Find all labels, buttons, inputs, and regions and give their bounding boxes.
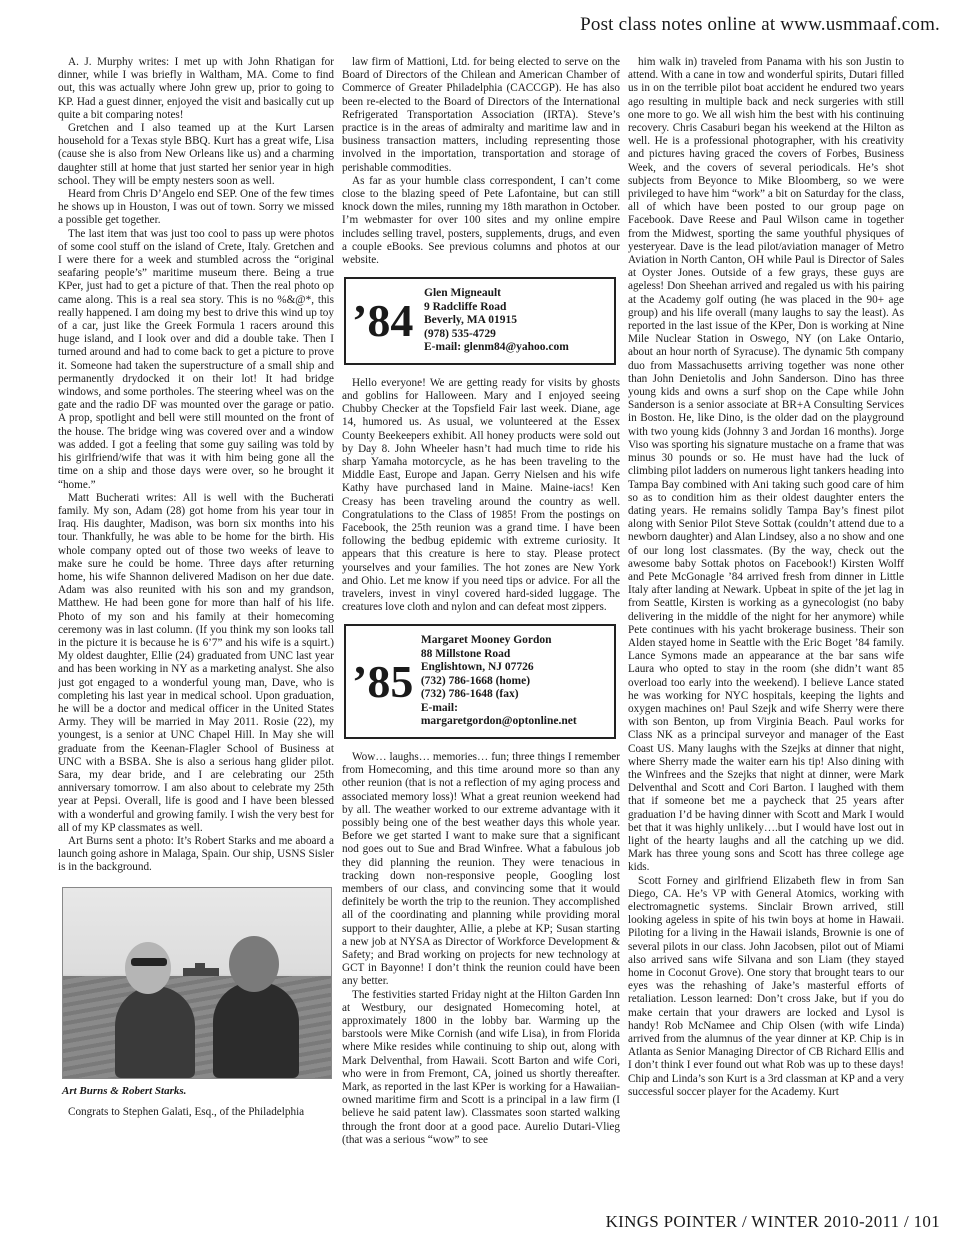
correspondent-name: Glen Migneault <box>424 287 501 300</box>
photo-caption: Art Burns & Robert Starks. <box>62 1084 187 1097</box>
paragraph: Wow… laughs… memories… fun; three things I remember from Homecoming, and this time around more so than any other reunion (that is not a reflection of my aging process and associated memory loss)! What a great reunion weekend had by all. The weather worked to our extreme advantage with it possibly being one of the best weather days this whole year. Before we get started I want to make sure that a significant nod goes out to Sue and Brad Winfree. What a fabulous job they did planning the reunion. They were tenacious in tracking down non-responsive people, Googling lost members of our class, and convincing some that it would definitely be worth the trip to the reunion. They accomplished all of the coordinating and planning while providing moral support to their daughter, Allie, a plebe at KP; Susan starting a new job at NYSA as Director of Workforce Development & Safety; and Brad working on projects for new technology at GCT in Bayonne! I don’t think the reunion could have been any better. <box>342 750 620 988</box>
paragraph: Scott Forney and girlfriend Elizabeth flew in from San Diego, CA. He’s VP with General Atomics, working with electromagnetic systems. Sinclair Brown arrived, still looking ageless in spite of his twin boys at home in Hawaii. Piloting for a living in the Hawaii islands, Brownie is one of several pilots in our class. John Jacobsen, pilot out of Miami also arrived sans wife Silvana and son Liam (they stayed home in Coconut Grove). One story that brought tears to our eyes was the rehashing of Jake’s masterful efforts of retaliation. Lesson learned: Don’t cross Jake, but if you do make certain that your drawers are locked and Lysol is handy! Rob McNamee and Chip Olsen (with wife Linda) arrived from the alumnus of the year dinner at KP. Chip is in Atlanta as Senior Managing Director of CB Richard Ellis and I don’t think I ever found out what Rob was up to these days! Chip and Linda’s son Kurt is a 3rd classman at KP and a very successful soccer player for the Academy. Kurt <box>628 874 904 1098</box>
photo-person-left-head <box>125 942 171 994</box>
email-link[interactable]: E-mail: glenm84@yahoo.com <box>424 341 569 354</box>
paragraph: As far as your humble class correspondent, I can’t come close to the blazing speed of Pete Lafontaine, but can still knock down the miles, running my 18th marathon in October. I’m webmaster for over 100 sites and my online empire includes selling travel, posters, supplements, drugs, and even a couple eBooks. See previous columns and photos at our website. <box>342 174 620 267</box>
class-year: ’85 <box>352 655 414 707</box>
paragraph: Matt Bucherati writes: All is well with the Bucherati family. My son, Adam (28) got home from his year tour in Iraq. His daughter, Madison, was born six months into his tour. Thankfully, he was able to be home for the birth. His whole company opted out of those two weeks of leave to make sure he could be home. Three days after returning home, his wife Shannon delivered Madison on her due date. Adam was also reunited with his son and my grandson, Matthew. He had been gone for more than half of his life. Photo of my son and his family at their homecoming ceremony was in last column. (If you think my son looks tall in the picture it is because he is 6’7” and his wife is a squirt.) My oldest daughter, Ellie (24) graduated from UNC last year and has been working in NY as a marketing analyst. She also just got engaged to a wonderful young man, Dave, who is completing his last year in medical school. Upon graduation, he will be a doctor and medical officer in the United States Army. They will be married in May 2011. Rosie (22), my youngest, is a senior at UNC Chapel Hill. In May she will graduate from the Keenan-Flagler School of Business at UNC with a BSBA. She is also a serious hang glider pilot. Sara, my dear bride, and I are celebrating our 25th anniversary tomorrow. I am also about to celebrate my 25th year at Pepsi. Overall, life is good and I have been blessed with a wonderful and growing family. I wish the very best for all of my KP classmates as well. <box>58 491 334 834</box>
paragraph: The festivities started Friday night at the Hilton Garden Inn at Westbury, our designated Homecoming hotel, at approximately 1800 in the lobby bar. Warming up the barstools were Mike Cornish (and wife Lisa), in from Florida where Mike resides while continuing to ship out, along with Mark Delventhal, from Hawaii. Scott Barton and wife Cori, who were in from Fremont, CA, joined us shortly thereafter. Mark, as reported in the last KPer is working for a Hawaiian-owned maritime firm and Scott is a principal in a law firm (I believe he said patent law). Classmates soon started walking through the front door at a good pace. Aurelio Dutari-Vlieg (that was a serious “wow” to see <box>342 988 620 1146</box>
photo-person-left <box>115 986 195 1078</box>
paragraph: Heard from Chris D’Angelo end SEP. One of the few times he shows up in Houston, I was out of town. Sorry we missed a possible get together. <box>58 188 334 227</box>
page-header-note: Post class notes online at www.usmmaaf.com. <box>580 14 940 35</box>
paragraph: The last item that was just too cool to pass up were photos of some cool stuff on the island of Crete, Italy. Gretchen and I were there for a week and stumbled across the “original seafaring people’s” maritime museum there. Being a true KPer, just had to get a picture of that. Then the real photo op came along. This is a real sea story. This is no %&@*, this really happened. I am doing my best to drive this wind up toy of a car, just like the Greek Formula 1 racers around this huge island, and I look over and did a double take. Then I turned around and had to come back to get a picture to prove it. Someone had taken the superstructure of a small ship and permanently drydocked it on their lot! It had bridge windows, and some portholes. The steering wheel was on the gate and the radio DF was mounted over the garage or patio. A prop, spotlight and bell were still mounted on the front of the house. The bridge wing was covered over and a window was added. I got a feeling that some guy sailing was told by his girlfriend/wife that was it with him being gone all the time on a ship and those days were over, so he brought it “home.” <box>58 227 334 491</box>
photo-art-burns-robert-starks <box>62 887 332 1079</box>
phone: (978) 535-4729 <box>424 327 496 340</box>
address-city: Englishtown, NJ 07726 <box>420 661 534 674</box>
phone-fax: (732) 786-1648 (fax) <box>420 688 519 701</box>
correspondent-address <box>424 287 569 355</box>
correspondent-address <box>421 634 608 729</box>
photo-sunglasses <box>131 958 167 966</box>
class-84-contact-box <box>344 277 616 365</box>
class-year: ’84 <box>352 295 414 346</box>
paragraph: A. J. Murphy writes: I met up with John Rhatigan for dinner, while I was briefly in Waltham, MA. Come to find out, this was actually where John grew up, prior to going to KP. Had a guest dinner, enjoyed the visit and basically cut up quite a bit comparing notes! <box>58 56 334 121</box>
address-city: Beverly, MA 01915 <box>424 314 517 327</box>
photo-person-right <box>213 982 299 1078</box>
photo-ship <box>183 968 219 976</box>
class-85-contact-box <box>344 624 616 739</box>
paragraph: him walk in) traveled from Panama with his son Justin to attend. With a cane in tow and wonderful spirits, Dutari filled us in on the terrible pilot boat accident he endured two years ago resulting in multiple back and neck surgeries with still one more to go. We all wish him the best with his continuing recovery. Chris Casaburi began his weekend at the Hilton as well. He is a professional photographer, with his creativity and pictures having graced the covers of Forbes, Business Week, and the covers of several periodicals. He’s shot subjects from Beyonce to Mike Bloomberg, so we were privileged to have him “work” a bit on Saturday for the class, all of which have been posted to our group page on Facebook. Dave Reese and Paul Wilson came in together from the Midwest, sporting the same youthful physiques of yesteryear. Dave is the lead pilot/aviation manager of Metro Aviation in North Canton, OH while Paul is Director of Sales at Oyster Jones. Outside of a few grays, these guys are ageless! Don Sheehan arrived and regaled us with his pairing at the Academy golf outing (he was placed in the 90+ age group) and his life overall (many laughs to say the least). As reported in the last issue of the KPer, Don is working at Nine Mile Nuclear Station in Oswego, NY (on Lake Ontario, about an hour north of Syracuse). The dynamic 5th company duo from Massachusetts arriving together was none other than John Denietolis and John Sanderson. Dino has three young kids and owns a surf shop on the Cape while John Sanderson is a senior associate at BR+A Consulting Services in Boston. He, like Dino, is the older dad on the playground with two young kids (Johnny 3 and Jordan 16 months). Jorge Viso was sporting his signature mustache on a frame that was minus 30 pounds or so. He must have had the luck of climbing pilot ladders on numerous light tankers heading into Tampa Bay combined with Ani taking such good care of him so as to condition him as their oldest daughter enters the dating years. He remains solidly Tampa Bay’s finest pilot along with Senior Pilot Steve Sottak (couldn’t attend due to a newborn daughter) and Alan Lindsey, also a no show and one of our long lost classmates. (By the way, check out the awesome baby Sottak photos on Facebook!) Kirsten Wolff and Pete McGonagle ’84 arrived fresh from dinner in Little Italy after landing at Newark. Upbeat in spite of the jet lag in from Seattle, Kirsten is working as a gynecologist (no baby delivering in the middle of the night for her anymore) while Pete continues with his yacht brokerage business. Their son Alden stayed home in Seattle with the Eric Boget ’84 family. Lance Symons made an appearance at the bar sans wife Laura who opted to stay in the room (she didn’t want 85 overload too early into the weekend). I believe Lance stated he was working for NYC hospitals, keeping the lights and oxygen machines on! Paul Szejk and wife Sherry were there with son Benton, up from Virginia Beach. Paul works for Class NK as a principal surveyor and manager of the East Coast US. Many laughs with the Szejks at dinner that night, where Sherry made the waiter earn his tip! Also dining with the Winfrees and the Szejks that night at dinner, were Mark Delventhal and Scott and Cori Barton. I laughed with them that if someone bet me a paycheck that 25 years after graduation I’d be having dinner with Scott and Mark I would bet that it was highly unlikely….but I would have lost out in light of the hearty laughs and all the catching up we did. Mark has three young sons and Scott has three college age kids. <box>628 56 904 874</box>
phone-home: (732) 786-1668 (home) <box>420 674 531 687</box>
paragraph: Hello everyone! We are getting ready for visits by ghosts and goblins for Halloween. Mary and I enjoyed seeing Chubby Checker at the Topsfield Fair last week. Diane, age 14, humored us. As usual, we volunteered at the Essex County Beekeepers exhibit. All honey products were sold out by Day 8. John Wheeler hasn’t had much time to ride his sharp Yamaha motorcycle, as he has been traveling to the Middle East, Europe and Japan. Gerry Nielsen and his wife Kathy have purchased land in Maine. Maine-iacs! Ken Creasy has been traveling around the country as well. Congratulations to the Class of 1985! From the postings on Facebook, the 25th reunion was a grand time. I have been following the bedbug epidemic with extreme curiosity. It appears that this creature is here to stay. Please protect yourselves and your families. The hot zones are New York and Ohio. Let me know if you need tips or advice. For all the travelers, invest in vinyl covered hard-sided luggage. The creatures love cloth and nylon and can defeat most zippers. <box>342 376 620 614</box>
address-street: 9 Radcliffe Road <box>424 300 507 313</box>
column-1 <box>58 56 334 1186</box>
column-3 <box>628 56 904 1186</box>
paragraph: Congrats to Stephen Galati, Esq., of the Philadelphia <box>68 1105 305 1118</box>
address-street: 88 Millstone Road <box>420 647 511 660</box>
page-footer: KINGS POINTER / WINTER 2010-2011 / 101 <box>605 1212 940 1231</box>
paragraph: law firm of Mattioni, Ltd. for being elected to serve on the Board of Directors of the Chilean and American Chamber of Commerce of Greater Philadelphia (CACCGP). He has also been re-elected to the Board of Directors of the International Refrigerated Transportation Association (IRTA). Steve’s practice is in the areas of admiralty and maritime law and in business transaction matters, including representing those involved in the importation, transportation and storage of perishable commodities. <box>342 56 620 174</box>
column-2 <box>342 56 620 1186</box>
paragraph: Art Burns sent a photo: It’s Robert Starks and me aboard a launch going ashore in Malaga, Spain. Our ship, USNS Sisler is in the background. <box>58 834 334 874</box>
correspondent-name: Margaret Mooney Gordon <box>420 634 552 647</box>
email-link[interactable]: E-mail: margaretgordon@optonline.net <box>420 701 577 728</box>
photo-person-right-head <box>229 936 279 992</box>
paragraph: Gretchen and I also teamed up at the Kurt Larsen household for a Texas style BBQ. Kurt has a great wife, Lisa (cause she is also from New Orleans like us) and a charming daughter still at home that just started her senior year in high school. They will be empty nesters soon as well. <box>58 122 334 187</box>
